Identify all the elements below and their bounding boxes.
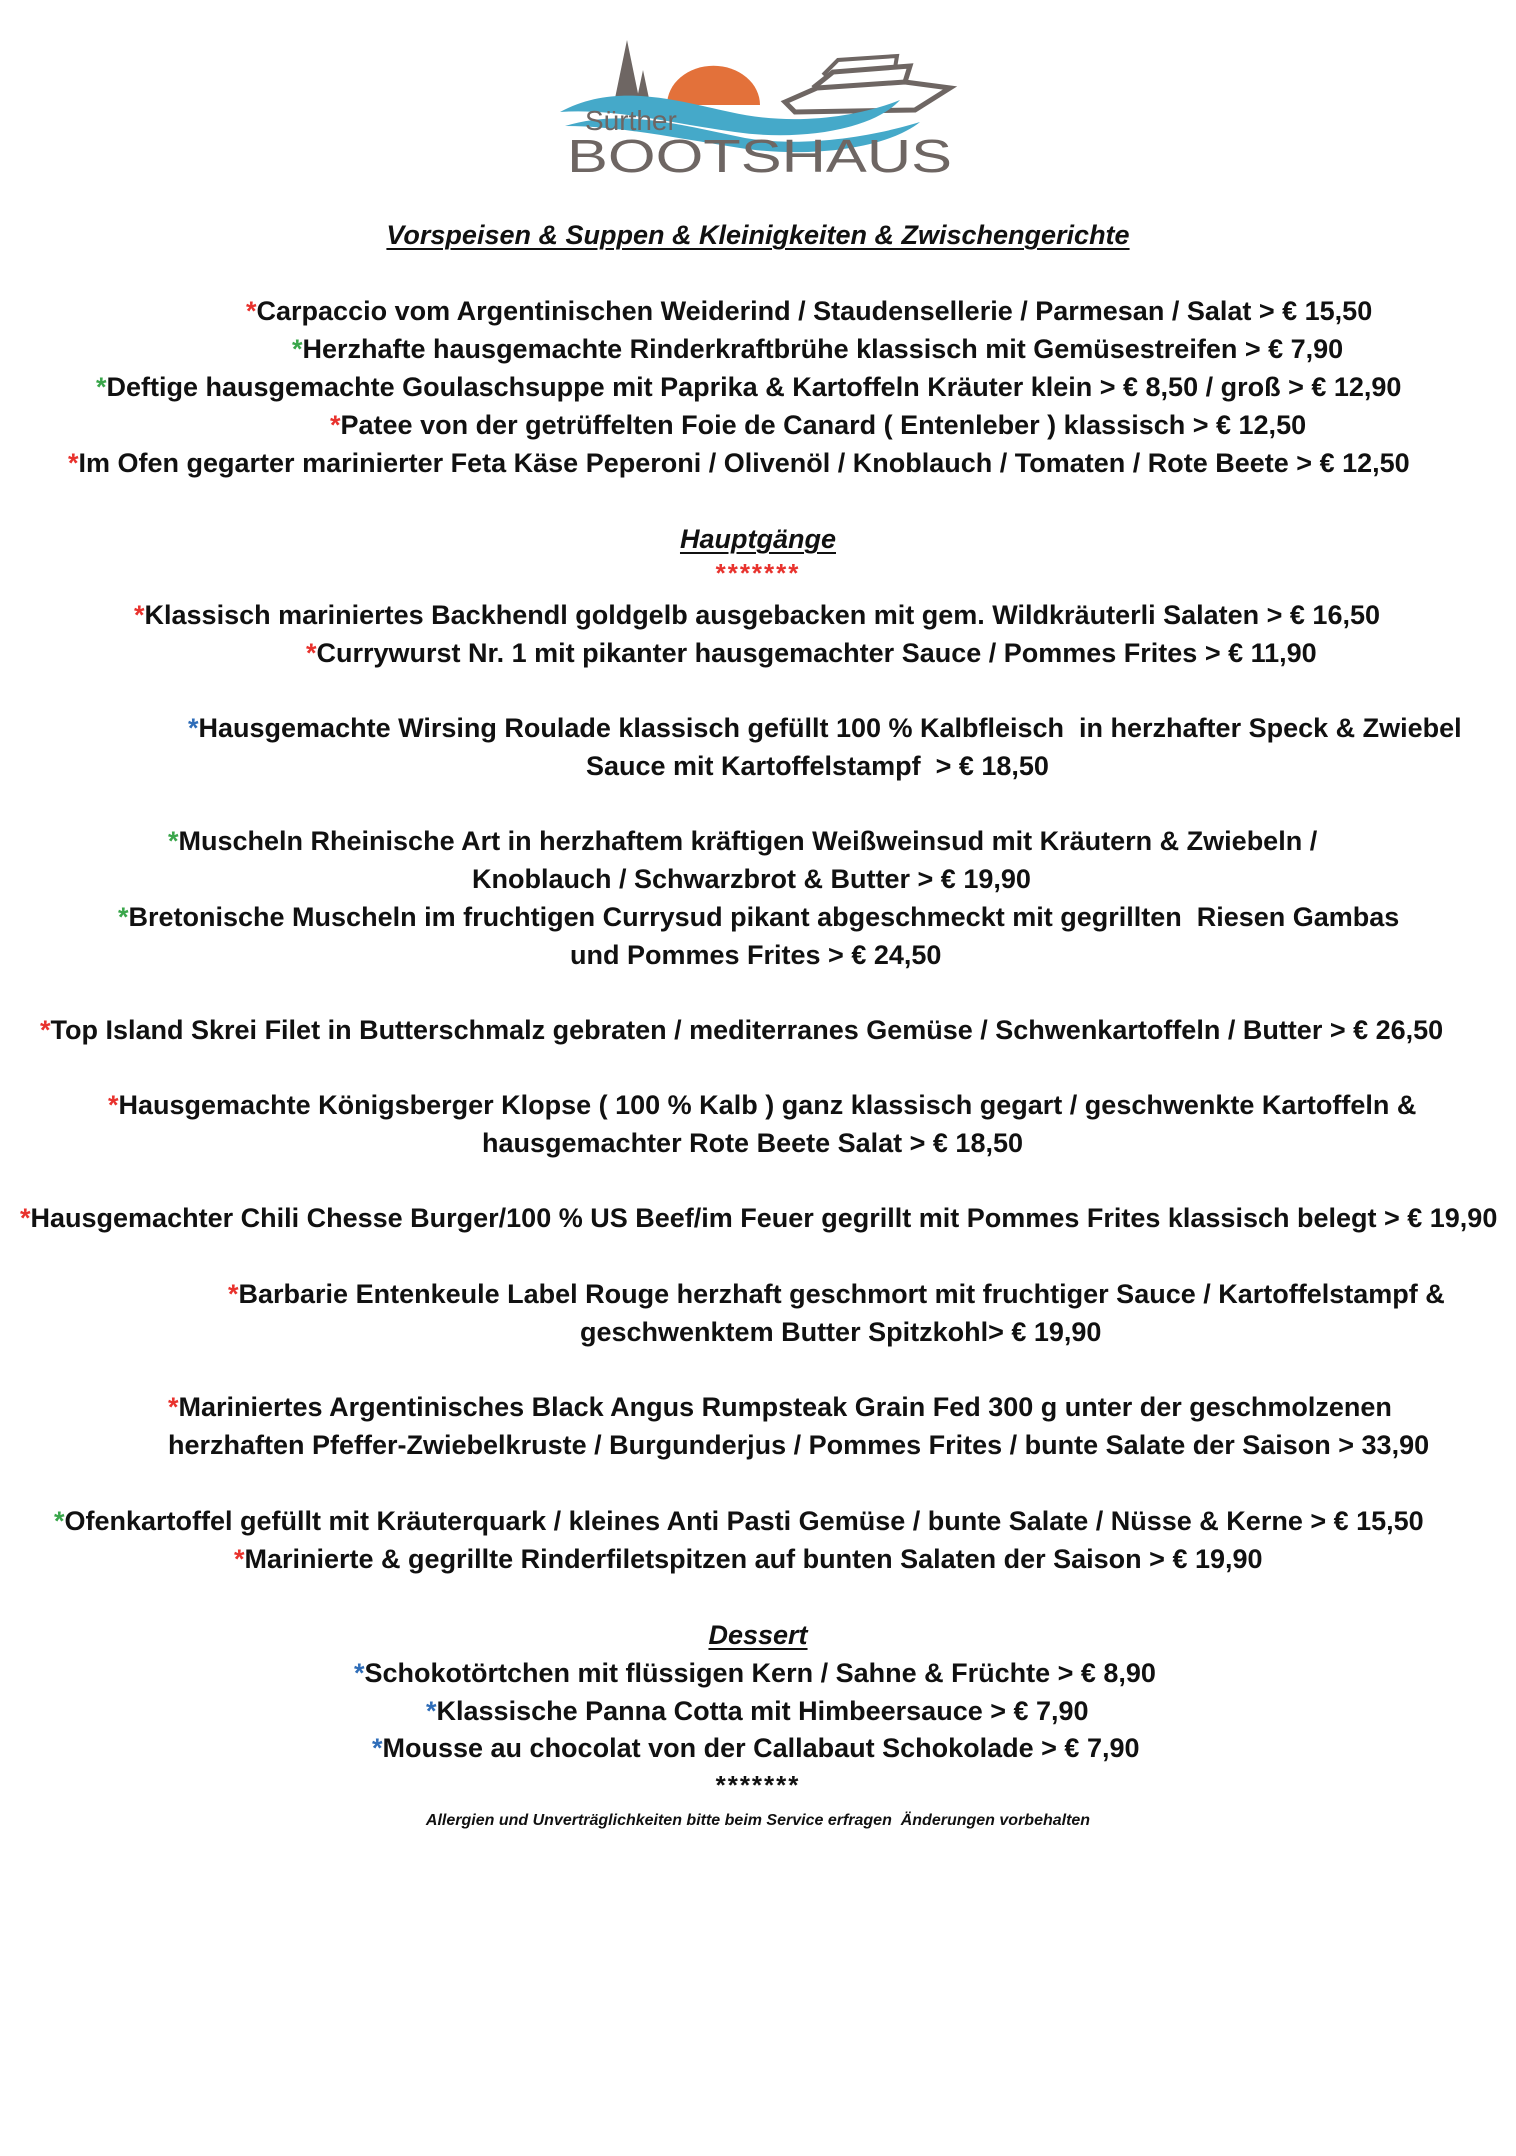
menu-item: *Hausgemachte Königsberger Klopse ( 100 % Kalb ) ganz klassisch gegart / geschwenkte Kartoffeln &	[108, 1090, 1417, 1120]
section-heading-mains: Hauptgänge	[679, 524, 836, 554]
menu-item-continued: geschwenktem Butter Spitzkohl> € 19,90	[580, 1317, 1102, 1347]
menu-item: *Currywurst Nr. 1 mit pikanter hausgemachter Sauce / Pommes Frites > € 11,90	[306, 638, 1317, 668]
brand-large-text: BOOTSHAUS	[567, 130, 952, 180]
menu-item: *Carpaccio vom Argentinischen Weiderind / Staudensellerie / Parmesan / Salat > € 15,50	[246, 296, 1373, 326]
footer-note: Allergien und Unverträglichkeiten bitte beim Service erfragen Änderungen vorbehalten	[425, 1812, 1091, 1829]
menu-item: *Hausgemachter Chili Chesse Burger/100 % US Beef/im Feuer gegrillt mit Pommes Frites klassisch belegt > € 19,90	[20, 1203, 1498, 1233]
menu-item: *Hausgemachte Wirsing Roulade klassisch gefüllt 100 % Kalbfleisch in herzhafter Speck & Zwiebel	[188, 713, 1462, 743]
menu-item-continued: Sauce mit Kartoffelstampf > € 18,50	[586, 751, 1049, 781]
menu-item: *Marinierte & gegrillte Rinderfiletspitzen auf bunten Salaten der Saison > € 19,90	[234, 1544, 1263, 1574]
menu-item-continued: und Pommes Frites > € 24,50	[570, 940, 942, 970]
menu-item: *Bretonische Muscheln im fruchtigen Currysud pikant abgeschmeckt mit gegrillten Riesen Gambas	[118, 902, 1400, 932]
divider-stars: *******	[715, 1770, 801, 1800]
menu-item-continued: Knoblauch / Schwarzbrot & Butter > € 19,90	[472, 864, 1031, 894]
brand-small-text: Sürther	[585, 105, 677, 136]
menu-item: *Schokotörtchen mit flüssigen Kern / Sahne & Früchte > € 8,90	[354, 1658, 1156, 1688]
menu-item: *Patee von der getrüffelten Foie de Canard ( Entenleber ) klassisch > € 12,50	[330, 410, 1307, 440]
menu-item: *Klassisch mariniertes Backhendl goldgelb ausgebacken mit gem. Wildkräuterli Salaten > € 16,50	[134, 600, 1380, 630]
menu-item: *Klassische Panna Cotta mit Himbeersauce > € 7,90	[426, 1696, 1089, 1726]
logo	[555, 30, 965, 180]
menu-item: *Deftige hausgemachte Goulaschsuppe mit Paprika & Kartoffeln Kräuter klein > € 8,50 / groß > € 12,90	[96, 372, 1402, 402]
section-heading-starters: Vorspeisen & Suppen & Kleinigkeiten & Zwischengerichte	[386, 220, 1130, 250]
menu-item: *Top Island Skrei Filet in Butterschmalz gebraten / mediterranes Gemüse / Schwenkartoffeln / Butter > € 26,50	[40, 1015, 1444, 1045]
menu-item: *Mariniertes Argentinisches Black Angus Rumpsteak Grain Fed 300 g unter der geschmolzenen	[168, 1392, 1392, 1422]
menu-item: *Herzhafte hausgemachte Rinderkraftbrühe klassisch mit Gemüsestreifen > € 7,90	[292, 334, 1344, 364]
menu-item: *Barbarie Entenkeule Label Rouge herzhaft geschmort mit fruchtiger Sauce / Kartoffelstampf &	[228, 1279, 1445, 1309]
menu-item-continued: hausgemachter Rote Beete Salat > € 18,50	[482, 1128, 1024, 1158]
menu-item: *Ofenkartoffel gefüllt mit Kräuterquark / kleines Anti Pasti Gemüse / bunte Salate / Nüsse & Kerne > € 15,50	[54, 1506, 1424, 1536]
divider-stars: *******	[715, 558, 801, 588]
menu-item-continued: herzhaften Pfeffer-Zwiebelkruste / Burgunderjus / Pommes Frites / bunte Salate der Saison > 33,90	[168, 1430, 1430, 1460]
bootshaus-logo-graphic	[555, 30, 965, 180]
menu-item: *Mousse au chocolat von der Callabaut Schokolade > € 7,90	[372, 1733, 1140, 1763]
menu-item: *Im Ofen gegarter marinierter Feta Käse Peperoni / Olivenöl / Knoblauch / Tomaten / Rote Beete > € 12,50	[68, 448, 1410, 478]
menu-item: *Muscheln Rheinische Art in herzhaftem kräftigen Weißweinsud mit Kräutern & Zwiebeln /	[168, 826, 1318, 856]
section-heading-dessert: Dessert	[708, 1620, 808, 1650]
